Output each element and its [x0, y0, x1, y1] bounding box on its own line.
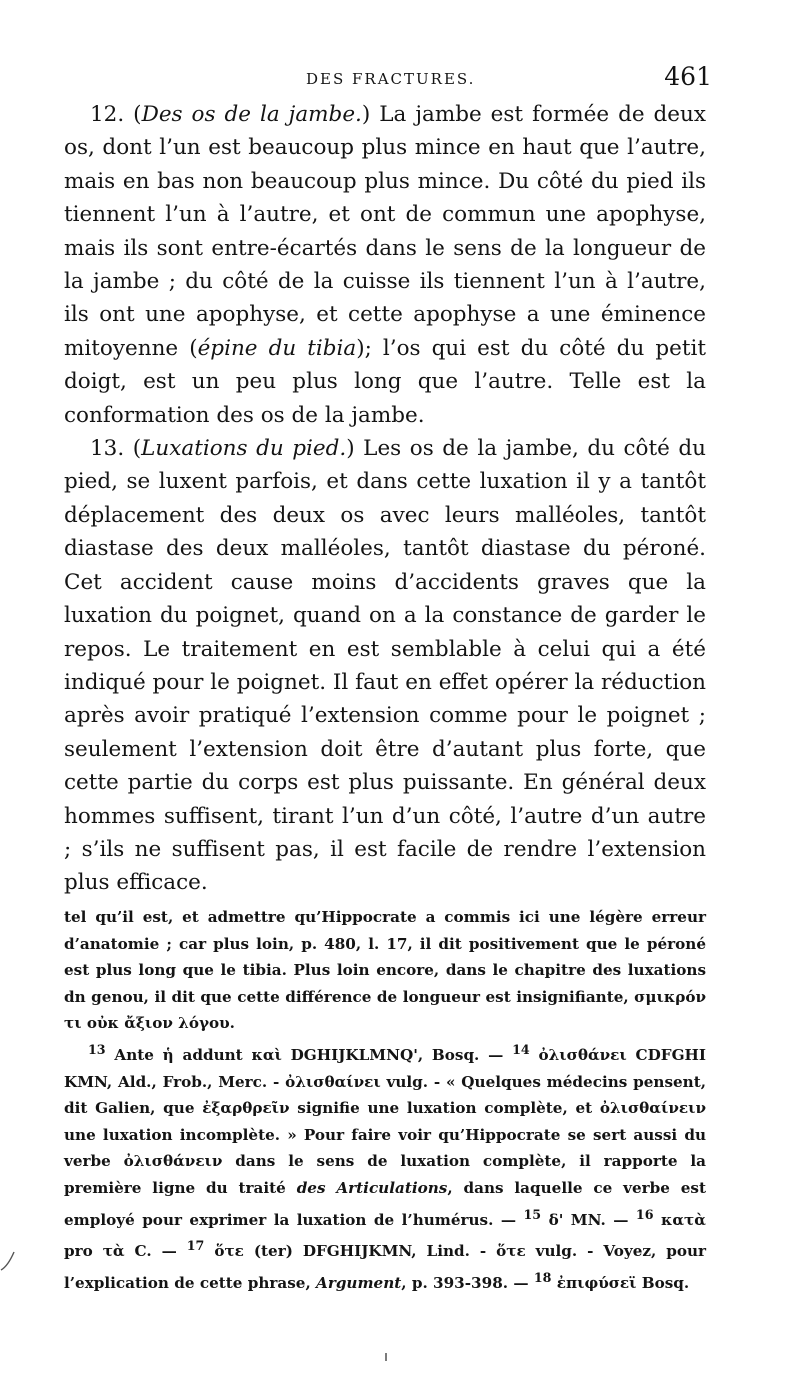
- printer-mark: [383, 1352, 389, 1362]
- running-title: DES FRACTURES.: [306, 70, 476, 88]
- footnote-marker: 13: [88, 1041, 106, 1057]
- footnote-marker: 15: [523, 1206, 542, 1222]
- section-heading: Des os de la jambe.: [141, 102, 362, 127]
- paragraph-number: 13. (: [90, 436, 142, 462]
- footnote-continuation: tel qu’il est, et admettre qu’Hippocrate a commis ici une légère erreur d’anatomie ; car plus loin, p. 480, l. 17, il dit positivement que le péroné est plus long que le tibia. Plus loin encore, dans le chapitre des luxations dn genou, il dit que cette différence de longueur est insignifiante, σμικρόν τι οὐκ ἄξιον λόγου.: [64, 908, 706, 1033]
- footnote-text: , p. 393-398. —: [401, 1273, 529, 1292]
- footnotes: [64, 904, 706, 1297]
- footnote-text: κατὰ pro τὰ C. —: [64, 1210, 706, 1261]
- paragraph-text: ) La jambe est formée de deux os, dont l’un est beaucoup plus mince en haut que l’autre, mais en bas non beaucoup plus mince. Du côté du pied ils tiennent l’un à l’autre, et ont de commun une apophyse, mais ils sont entre-écartés dans le sens de la longueur de la jambe ; du côté de la cuisse ils tiennent l’un à l’autre, ils ont une apophyse, et cette apophyse a une éminence mitoyenne (: [64, 102, 706, 361]
- footnote-marker: 18: [533, 1269, 552, 1285]
- footnote-marker: 17: [186, 1238, 205, 1254]
- paragraph-text: ) Les os de la jambe, du côté du pied, se luxent parfois, et dans cette luxation il y a tantôt déplacement des deux os avec leurs malléoles, tantôt diastase des deux malléoles, tantôt diastase du péroné. Cet accident cause moins d’accidents graves que la luxation du poignet, quand on a la constance de garder le repos. Le traitement en est semblable à celui qui a été indiqué pour le poignet. Il faut en effet opérer la réduction après avoir pratiqué l’extension comme pour le poignet ; seulement l’extension doit être d’autant plus forte, que cette partie du corps est plus puissante. En général deux hommes suffisent, tirant l’un d’un côté, l’autre d’un autre ; s’ils ne suffisent pas, il est facile de rendre l’extension plus efficace.: [64, 436, 706, 896]
- paragraph-text: ); l’os qui est du côté du petit doigt, est un peu plus long que l’autre. Telle est la conformation des os de la jambe.: [64, 335, 706, 428]
- footnote-block: [64, 1037, 706, 1297]
- reference-title: Argument: [316, 1273, 402, 1292]
- footnote-text: ὀλισθάνει CDFGHI KMN, Ald., Frob., Merc. - ὀλισθαίνει vulg. - « Quelques médecins pensent, dit Galien, que ἐξαρθρεῖν signifie une luxation complète, et ὀλισθαίνειν une luxation incomplète. » Pour faire voir qu’Hippocrate se sert aussi du verbe ὀλισθάνειν dans le sens de luxation complète, il rapporte la première ligne du traité: [64, 1046, 706, 1197]
- footnote-text: ἐπιφύσεϊ Bosq.: [556, 1273, 690, 1292]
- footnote-text: ὅτε (ter) DFGHIJKMN, Lind. - ὅτε vulg. - Voyez, pour l’explication de cette phrase,: [64, 1242, 706, 1292]
- main-text: [64, 98, 706, 900]
- margin-stroke: [0, 1248, 16, 1272]
- running-head: [0, 56, 800, 96]
- section-heading: Luxations du pied.: [141, 436, 347, 462]
- paragraph-12: [64, 98, 706, 432]
- footnote-text: Ante ἡ addunt καὶ DGHIJKLMNQ', Bosq. —: [114, 1046, 504, 1065]
- footnote-marker: 14: [512, 1041, 530, 1057]
- anatomical-term: épine du tibia: [197, 335, 357, 361]
- footnote-marker: 16: [635, 1206, 654, 1222]
- paragraph-number: 12. (: [90, 102, 142, 127]
- footnote-text: , dans laquelle ce verbe est employé pour exprimer la luxation de l’humérus. —: [64, 1179, 706, 1229]
- paragraph-13: [64, 432, 706, 900]
- page-number: 461: [664, 62, 712, 91]
- work-title: des Articulations: [296, 1179, 448, 1197]
- footnote-text: δ' MN. —: [548, 1210, 629, 1229]
